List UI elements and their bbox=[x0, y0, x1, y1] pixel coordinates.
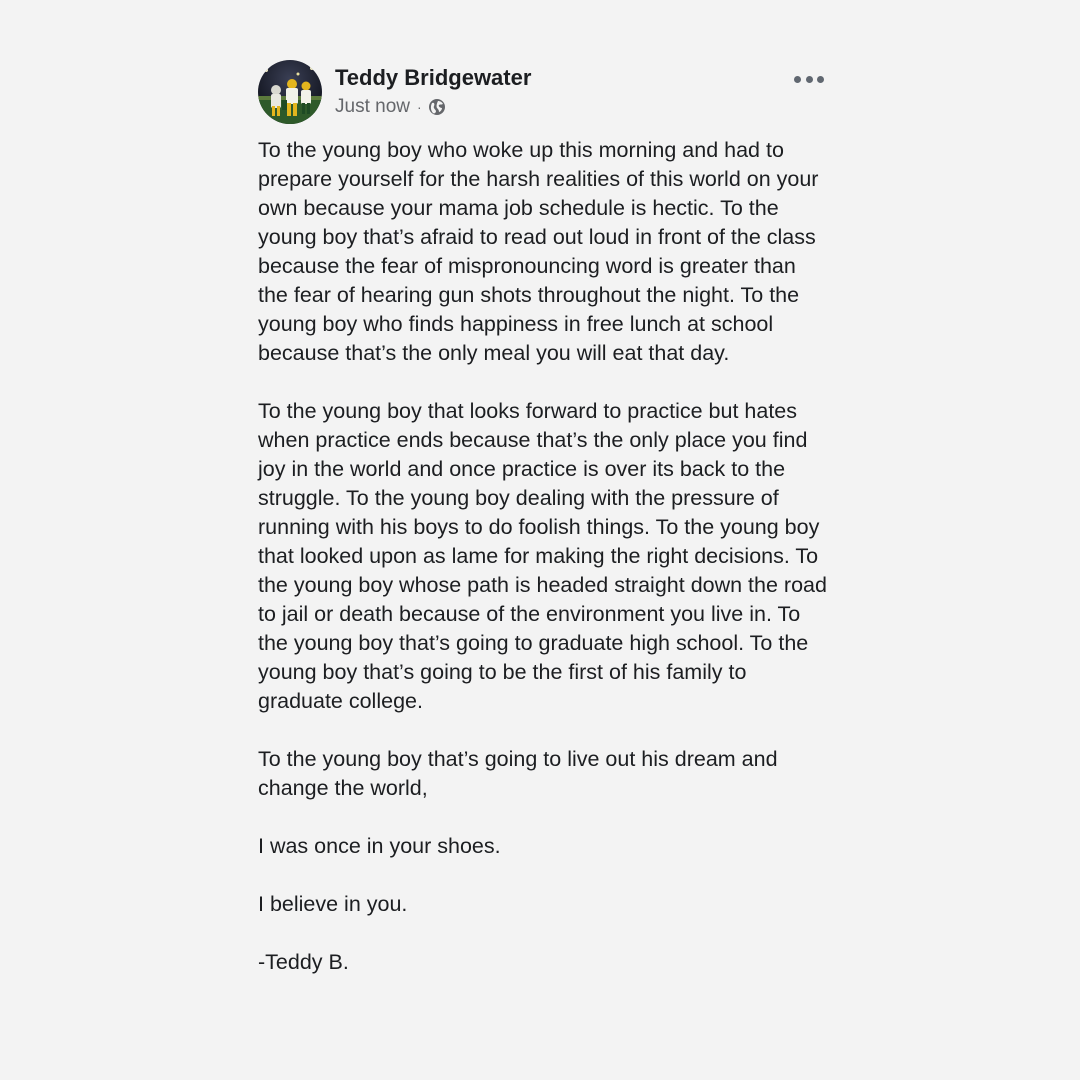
post-body bbox=[258, 136, 828, 977]
meta-separator: · bbox=[416, 99, 422, 115]
globe-icon[interactable] bbox=[428, 98, 446, 116]
author-name[interactable]: Teddy Bridgewater bbox=[335, 65, 532, 90]
post-signature: -Teddy B. bbox=[258, 950, 349, 974]
more-options-icon[interactable] bbox=[794, 72, 824, 86]
post-paragraph: I was once in your shoes. bbox=[258, 834, 501, 858]
post-card bbox=[258, 60, 828, 977]
author-avatar[interactable] bbox=[258, 60, 322, 124]
post-paragraph: To the young boy who woke up this morning and had to prepare yourself for the harsh realities of this world on your own because your mama job schedule is hectic. To the young boy that’s afraid to read out loud in front of the class because the fear of mispronouncing word is greater than the fear of hearing gun shots throughout the night. To the young boy who finds happiness in free lunch at school because that’s the only meal you will eat that day. bbox=[258, 138, 819, 365]
post-paragraph: I believe in you. bbox=[258, 892, 408, 916]
avatar-football-photo-icon bbox=[258, 60, 322, 124]
post-meta bbox=[335, 96, 446, 118]
post-paragraph: To the young boy that looks forward to practice but hates when practice ends because that’s the only place you find joy in the world and once practice is over its back to the struggle. To the young boy dealing with the pressure of running with his boys to do foolish things. To the young boy that looked upon as lame for making the right decisions. To the young boy whose path is headed straight down the road to jail or death because of the environment you live in. To the young boy that’s going to graduate high school. To the young boy that’s going to be the first of his family to graduate college. bbox=[258, 399, 827, 713]
post-timestamp[interactable]: Just now bbox=[335, 96, 410, 117]
post-paragraph: To the young boy that’s going to live out his dream and change the world, bbox=[258, 747, 778, 800]
post-header bbox=[258, 60, 828, 126]
